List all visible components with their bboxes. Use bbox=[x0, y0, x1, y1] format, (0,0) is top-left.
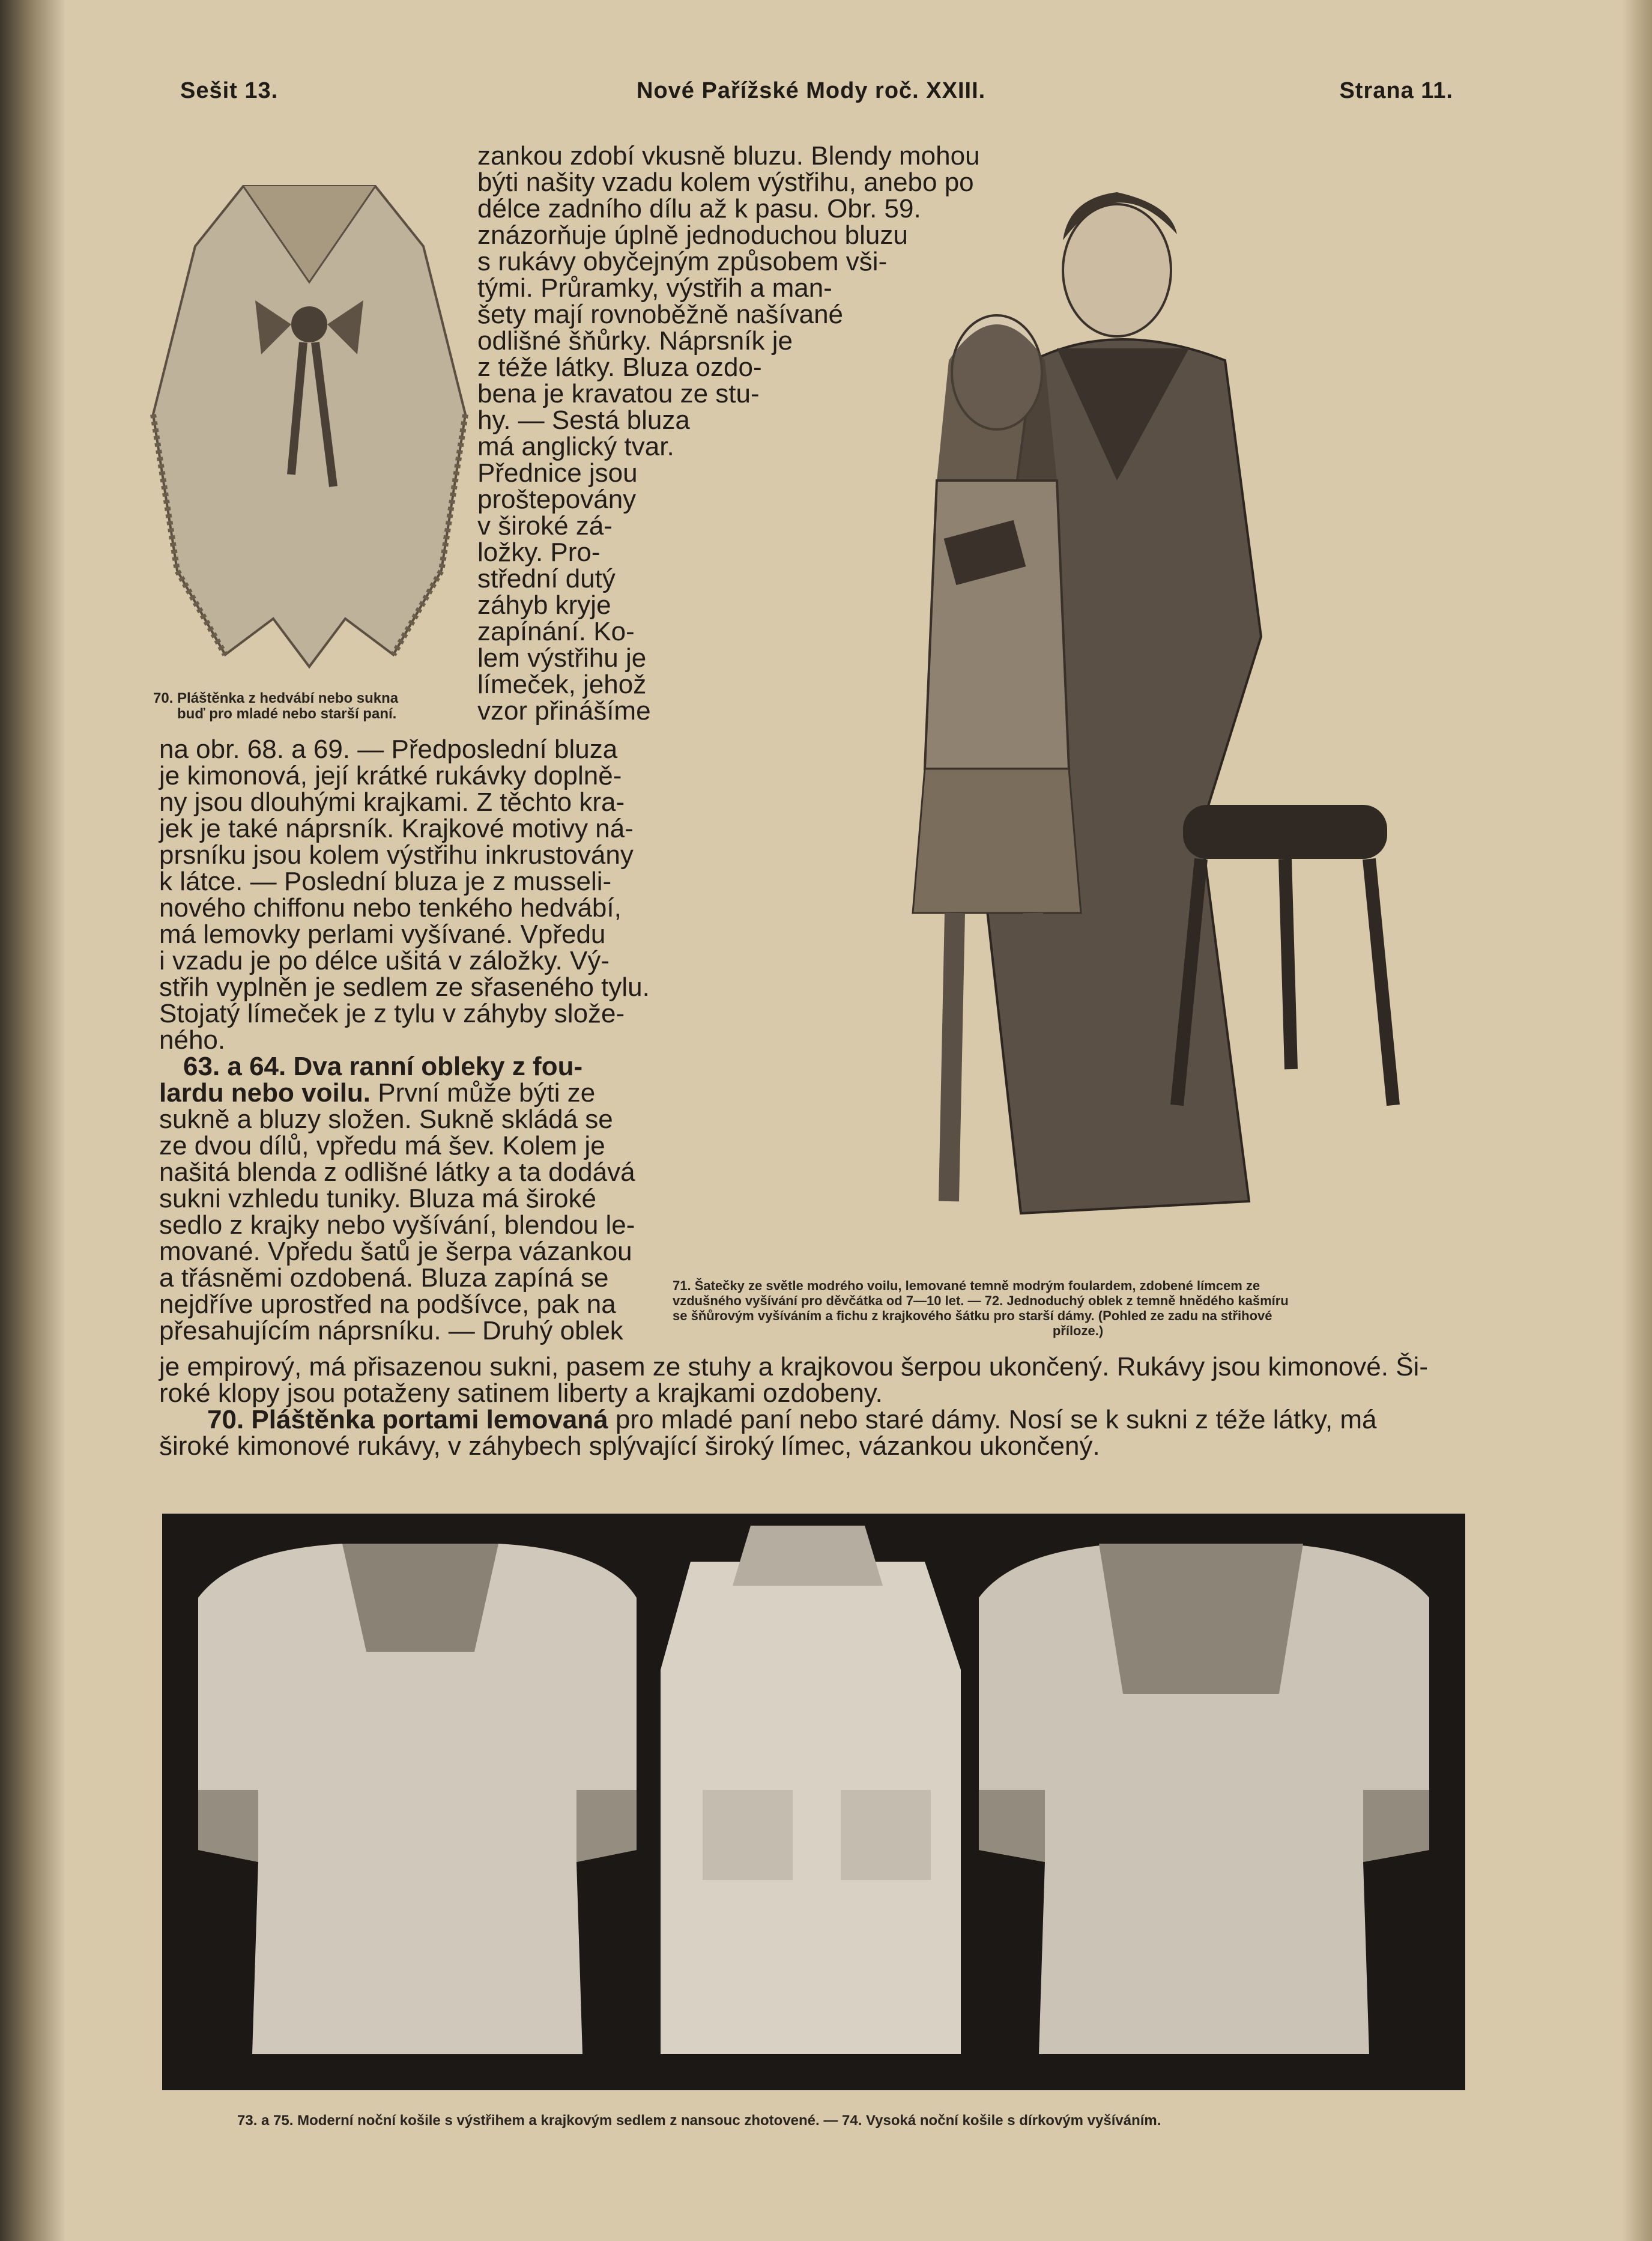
section-63-heading-cont: lardu nebo voilu. bbox=[159, 1078, 371, 1108]
text-line: má lemovky perlami vyšívané. Vpředu bbox=[159, 920, 606, 949]
text-line: jek je také náprsník. Krajkové motivy ná- bbox=[159, 814, 634, 843]
magazine-title: Nové Pařížské Mody roč. XXIII. bbox=[637, 78, 986, 103]
text-line: pro mladé paní nebo staré dámy. Nosí se k sukni z téže látky, má bbox=[608, 1405, 1377, 1434]
text-line: záhyb kryje bbox=[477, 590, 611, 620]
text-line: límeček, jehož bbox=[477, 670, 647, 699]
text-line: šety mají rovnoběžně našívané bbox=[477, 300, 844, 329]
text-line: tými. Průramky, výstřih a man- bbox=[477, 273, 832, 303]
text-line: na obr. 68. a 69. — Předposlední bluza bbox=[159, 735, 618, 764]
caption-line: 70. Pláštěnka z hedvábí nebo sukna bbox=[153, 690, 399, 706]
text-line: a třásněmi ozdobená. Bluza zapíná se bbox=[159, 1263, 609, 1293]
page-header bbox=[180, 78, 1453, 126]
issue-number: Sešit 13. bbox=[180, 78, 279, 103]
text-line: je kimonová, její krátké rukávky doplně- bbox=[159, 761, 622, 790]
caption-line: 73. a 75. Moderní noční košile s výstřihem a krajkovým sedlem z nansouc zhotovené. — 74. Vysoká noční košile s dírkovým vyšíváním. bbox=[237, 2112, 1161, 2129]
text-line: vzor přinášíme bbox=[477, 696, 651, 726]
caption-line: vzdušného vyšívání pro děvčátka od 7—10 let. — 72. Jednoduchý oblek z temně hnědého kašmíru bbox=[673, 1293, 1289, 1308]
figure-73-75-nightgowns bbox=[162, 1514, 1465, 2090]
caption-73-75 bbox=[237, 2113, 1438, 2129]
text-line: hy. — Sestá bluza bbox=[477, 405, 690, 435]
text-line: s rukávy obyčejným způsobem vši- bbox=[477, 247, 888, 276]
text-column-main bbox=[159, 736, 682, 1344]
section-70-heading: 70. Pláštěnka portami lemovaná bbox=[207, 1405, 608, 1434]
caption-line: 71. Šatečky ze světle modrého voilu, lemované temně modrým foulardem, zdobené límcem ze bbox=[673, 1278, 1260, 1293]
caption-70 bbox=[153, 691, 465, 722]
text-line: střední dutý bbox=[477, 564, 616, 593]
text-line: délce zadního dílu až k pasu. Obr. 59. bbox=[477, 194, 921, 223]
text-line: sedlo z krajky nebo vyšívání, blendou le- bbox=[159, 1210, 635, 1240]
text-line: v široké zá- bbox=[477, 511, 613, 541]
text-line: První může býti ze bbox=[371, 1078, 596, 1108]
text-line: zankou zdobí vkusně bluzu. Blendy mohou bbox=[477, 141, 980, 171]
text-full-width bbox=[159, 1354, 1480, 1460]
cape-illustration bbox=[141, 162, 477, 679]
text-line: bena je kravatou ze stu- bbox=[477, 379, 760, 408]
text-line: má anglický tvar. bbox=[477, 432, 674, 461]
text-line: našitá blenda z odlišné látky a ta dodává bbox=[159, 1157, 635, 1187]
caption-71-72 bbox=[673, 1278, 1483, 1338]
text-line: zapínání. Ko- bbox=[477, 617, 635, 646]
text-line: odlišné šňůrky. Náprsník je bbox=[477, 326, 793, 356]
text-line: Stojatý límeček je z tylu v záhyby slože- bbox=[159, 999, 625, 1028]
text-line: Přednice jsou bbox=[477, 458, 638, 488]
text-line: nejdříve uprostřed na podšívce, pak na bbox=[159, 1290, 616, 1319]
page-edge bbox=[1622, 0, 1652, 2241]
page-number: Strana 11. bbox=[1339, 78, 1453, 103]
text-line: ny jsou dlouhými krajkami. Z těchto kra- bbox=[159, 787, 625, 817]
text-line: ného. bbox=[159, 1025, 226, 1055]
text-line: roké klopy jsou potaženy satinem liberty a krajkami ozdobeny. bbox=[159, 1378, 883, 1408]
text-line: široké kimonové rukávy, v záhybech splývající široký límec, vázankou ukončený. bbox=[159, 1431, 1100, 1461]
text-line: z téže látky. Bluza ozdo- bbox=[477, 353, 762, 382]
nightgowns-photo bbox=[162, 1514, 1465, 2090]
text-column-top bbox=[477, 143, 1030, 724]
text-line: prsníku jsou kolem výstřihu inkrustovány bbox=[159, 840, 634, 870]
caption-line: buď pro mladé nebo starší paní. bbox=[177, 706, 397, 722]
text-line: sukni vzhledu tuniky. Bluza má široké bbox=[159, 1184, 596, 1213]
text-line: proštepovány bbox=[477, 485, 637, 514]
caption-line: příloze.) bbox=[1052, 1323, 1104, 1338]
caption-line: se šňůrovým vyšíváním a fichu z krajkového šátku pro starší dámy. (Pohled ze zadu na střihové bbox=[673, 1308, 1272, 1323]
text-line: ložky. Pro- bbox=[477, 538, 601, 567]
text-line: k látce. — Poslední bluza je z musseli- bbox=[159, 867, 612, 896]
text-line: lem výstřihu je bbox=[477, 643, 647, 673]
text-line: sukně a bluzy složen. Sukně skládá se bbox=[159, 1105, 613, 1134]
text-line: ze dvou dílů, vpředu má šev. Kolem je bbox=[159, 1131, 605, 1160]
text-line: znázorňuje úplně jednoduchou bluzu bbox=[477, 220, 908, 250]
text-line: nového chiffonu nebo tenkého hedvábí, bbox=[159, 893, 622, 923]
book-spine-shadow bbox=[0, 0, 66, 2241]
section-63-heading: 63. a 64. Dva ranní obleky z fou- bbox=[183, 1052, 583, 1081]
text-line: býti našity vzadu kolem výstřihu, anebo po bbox=[477, 168, 974, 197]
figure-70-cape bbox=[141, 162, 477, 679]
text-line: je empirový, má přisazenou sukni, pasem ze stuhy a krajkovou šerpou ukončený. Rukávy jsou kimonové. Ši- bbox=[159, 1352, 1428, 1381]
text-line: přesahujícím náprsníku. — Druhý oblek bbox=[159, 1316, 623, 1345]
text-line: mované. Vpředu šatů je šerpa vázankou bbox=[159, 1237, 632, 1266]
text-line: střih vyplněn je sedlem ze sřaseného tylu. bbox=[159, 972, 650, 1002]
text-line: i vzadu je po délce ušitá v záložky. Vý- bbox=[159, 946, 610, 975]
